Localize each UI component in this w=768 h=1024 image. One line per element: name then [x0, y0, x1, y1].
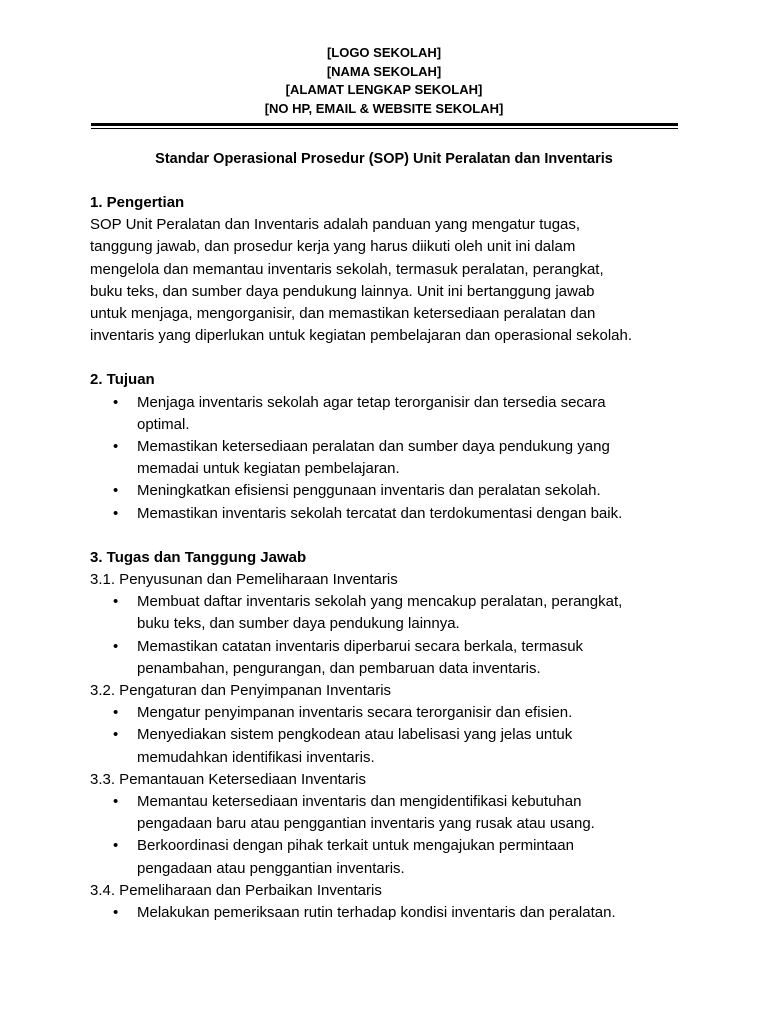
paragraph-line: mengelola dan memantau inventaris sekolah, termasuk peralatan, perangkat, [90, 260, 604, 278]
subsection-title-3-2: 3.2. Pengaturan dan Penyimpanan Inventaris [90, 682, 392, 700]
subsection-3-1-list [90, 591, 690, 680]
bullet-icon: • [113, 482, 119, 500]
paragraph-line: inventaris yang diperlukan untuk kegiatan pembelajaran dan operasional sekolah. [90, 327, 633, 345]
bullet-icon: • [113, 793, 119, 811]
bullet-icon: • [113, 726, 119, 744]
paragraph-line: tanggung jawab, dan prosedur kerja yang harus diikuti oleh unit ini dalam [90, 238, 576, 256]
bullet-icon: • [113, 393, 119, 411]
document-title: Standar Operasional Prosedur (SOP) Unit Peralatan dan Inventaris [155, 151, 613, 167]
list-item-line: Mengatur penyimpanan inventaris secara terorganisir dan efisien. [137, 704, 573, 722]
subsection-3-4-list [90, 902, 690, 924]
bullet-icon: • [113, 593, 119, 611]
list-item-line: pengadaan atau penggantian inventaris. [137, 859, 405, 877]
subsection-3-2-list [90, 702, 690, 769]
list-item [90, 702, 690, 724]
list-item-line: optimal. [137, 415, 190, 433]
list-item [90, 791, 690, 835]
document-body [90, 192, 690, 924]
letterhead [0, 44, 768, 118]
list-item [90, 480, 690, 502]
list-item [90, 902, 690, 924]
letterhead-divider-thin [91, 128, 678, 129]
bullet-icon: • [113, 637, 119, 655]
subsection-title-3-4: 3.4. Pemeliharaan dan Perbaikan Inventaris [90, 881, 382, 899]
list-item-line: pengadaan baru atau penggantian inventaris yang rusak atau usang. [137, 815, 595, 833]
paragraph-line: SOP Unit Peralatan dan Inventaris adalah panduan yang mengatur tugas, [90, 216, 581, 234]
logo-placeholder: [LOGO SEKOLAH] [326, 45, 442, 60]
list-item-line: Menjaga inventaris sekolah agar tetap terorganisir dan tersedia secara [137, 393, 606, 411]
school-contact: [NO HP, EMAIL & WEBSITE SEKOLAH] [264, 100, 504, 116]
list-item-line: Menyediakan sistem pengkodean atau labelisasi yang jelas untuk [137, 726, 573, 744]
list-item-line: penambahan, pengurangan, dan pembaruan data inventaris. [137, 659, 541, 677]
list-item-line: Memastikan inventaris sekolah tercatat dan terdokumentasi dengan baik. [137, 504, 623, 522]
list-item-line: memudahkan identifikasi inventaris. [137, 748, 375, 766]
list-item [90, 436, 690, 480]
list-item-line: buku teks, dan sumber daya pendukung lainnya. [137, 615, 460, 633]
list-item-line: Memastikan catatan inventaris diperbarui secara berkala, termasuk [137, 637, 584, 655]
list-item [90, 591, 690, 635]
list-item [90, 835, 690, 879]
bullet-icon: • [113, 837, 119, 855]
paragraph-line: buku teks, dan sumber daya pendukung lainnya. Unit ini bertanggung jawab [90, 282, 595, 300]
tujuan-list [90, 392, 690, 525]
section-heading-tujuan: 2. Tujuan [90, 371, 155, 389]
letterhead-divider-thick [91, 123, 678, 126]
list-item-line: Memastikan ketersediaan peralatan dan sumber daya pendukung yang [137, 438, 610, 456]
list-item [90, 636, 690, 680]
pengertian-paragraph [90, 214, 690, 347]
bullet-icon: • [113, 704, 119, 722]
list-item [90, 503, 690, 525]
bullet-icon: • [113, 504, 119, 522]
school-name: [NAMA SEKOLAH] [326, 63, 442, 79]
paragraph-line: untuk menjaga, mengorganisir, dan memastikan ketersediaan peralatan dan [90, 305, 596, 323]
school-address: [ALAMAT LENGKAP SEKOLAH] [285, 82, 483, 97]
list-item-line: Memantau ketersediaan inventaris dan mengidentifikasi kebutuhan [137, 793, 582, 811]
subsection-3-3-list [90, 791, 690, 880]
bullet-icon: • [113, 904, 119, 922]
list-item-line: Membuat daftar inventaris sekolah yang mencakup peralatan, perangkat, [137, 593, 623, 611]
list-item-line: Melakukan pemeriksaan rutin terhadap kondisi inventaris dan peralatan. [137, 904, 616, 922]
subsection-title-3-3: 3.3. Pemantauan Ketersediaan Inventaris [90, 770, 367, 788]
section-heading-tugas: 3. Tugas dan Tanggung Jawab [90, 548, 307, 566]
subsection-title-3-1: 3.1. Penyusunan dan Pemeliharaan Inventaris [90, 571, 398, 589]
list-item-line: memadai untuk kegiatan pembelajaran. [137, 460, 400, 478]
list-item [90, 724, 690, 768]
list-item-line: Meningkatkan efisiensi penggunaan inventaris dan peralatan sekolah. [137, 482, 601, 500]
bullet-icon: • [113, 438, 119, 456]
section-heading-pengertian: 1. Pengertian [90, 194, 185, 211]
list-item-line: Berkoordinasi dengan pihak terkait untuk mengajukan permintaan [137, 837, 574, 855]
list-item [90, 392, 690, 436]
